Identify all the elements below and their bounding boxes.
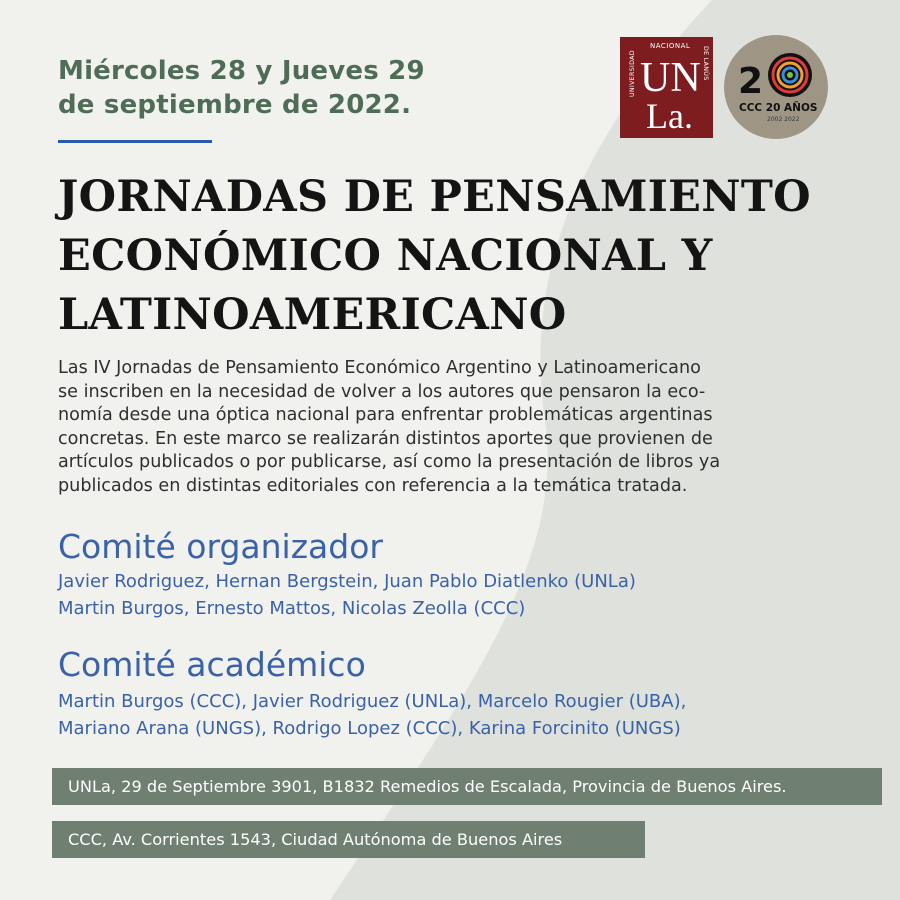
event-title: [58, 168, 811, 345]
academic-committee-heading: Comité académico: [58, 645, 366, 684]
svg-text:UN: UN: [640, 55, 701, 101]
svg-text:CCC 20 AÑOS: CCC 20 AÑOS: [739, 102, 818, 114]
description-line: concretas. En este marco se realizarán distintos aportes que provienen de: [58, 428, 713, 449]
date-line-2: de septiembre de 2022.: [58, 90, 412, 120]
svg-text:2: 2: [738, 61, 764, 102]
event-description: [58, 357, 858, 499]
title-line-1: JORNADAS DE PENSAMIENTO: [58, 172, 811, 222]
committee-member-line: Javier Rodriguez, Hernan Bergstein, Juan Pablo Diatlenko (UNLa): [58, 571, 636, 592]
unla-logo: [620, 37, 713, 138]
svg-text:DE LANÚS: DE LANÚS: [702, 46, 709, 81]
date-line-1: Miércoles 28 y Jueves 29: [58, 56, 425, 86]
ccc-20-years-logo: [724, 35, 828, 139]
description-line: publicados en distintas editoriales con referencia a la temática tratada.: [58, 475, 688, 496]
description-line: artículos publicados o por publicarse, así como la presentación de libros ya: [58, 452, 721, 473]
title-line-3: LATINOAMERICANO: [58, 290, 567, 340]
svg-text:La.: La.: [646, 96, 693, 136]
svg-text:UNIVERSIDAD: UNIVERSIDAD: [629, 50, 636, 97]
date-divider: [58, 140, 212, 143]
committee-member-line: Mariano Arana (UNGS), Rodrigo Lopez (CCC), Karina Forcinito (UNGS): [58, 718, 681, 739]
committee-member-line: Martin Burgos (CCC), Javier Rodriguez (UNLa), Marcelo Rougier (UBA),: [58, 691, 687, 712]
event-date: [58, 54, 425, 122]
address-ccc: CCC, Av. Corrientes 1543, Ciudad Autónoma de Buenos Aires: [52, 821, 645, 858]
organizing-committee-heading: Comité organizador: [58, 527, 383, 566]
description-line: nomía desde una óptica nacional para enfrentar problemáticas argentinas: [58, 405, 713, 426]
title-line-2: ECONÓMICO NACIONAL Y: [58, 231, 713, 281]
description-line: Las IV Jornadas de Pensamiento Económico Argentino y Latinoamericano: [58, 358, 701, 378]
svg-text:NACIONAL: NACIONAL: [650, 42, 691, 50]
organizing-committee-members: [58, 568, 636, 622]
committee-member-line: Martin Burgos, Ernesto Mattos, Nicolas Zeolla (CCC): [58, 598, 526, 619]
description-line: se inscriben en la necesidad de volver a los autores que pensaron la eco-: [58, 381, 706, 402]
svg-text:2002 2022: 2002 2022: [767, 116, 800, 123]
academic-committee-members: [58, 688, 686, 742]
address-unla: UNLa, 29 de Septiembre 3901, B1832 Remedios de Escalada, Provincia de Buenos Aires.: [52, 768, 882, 805]
